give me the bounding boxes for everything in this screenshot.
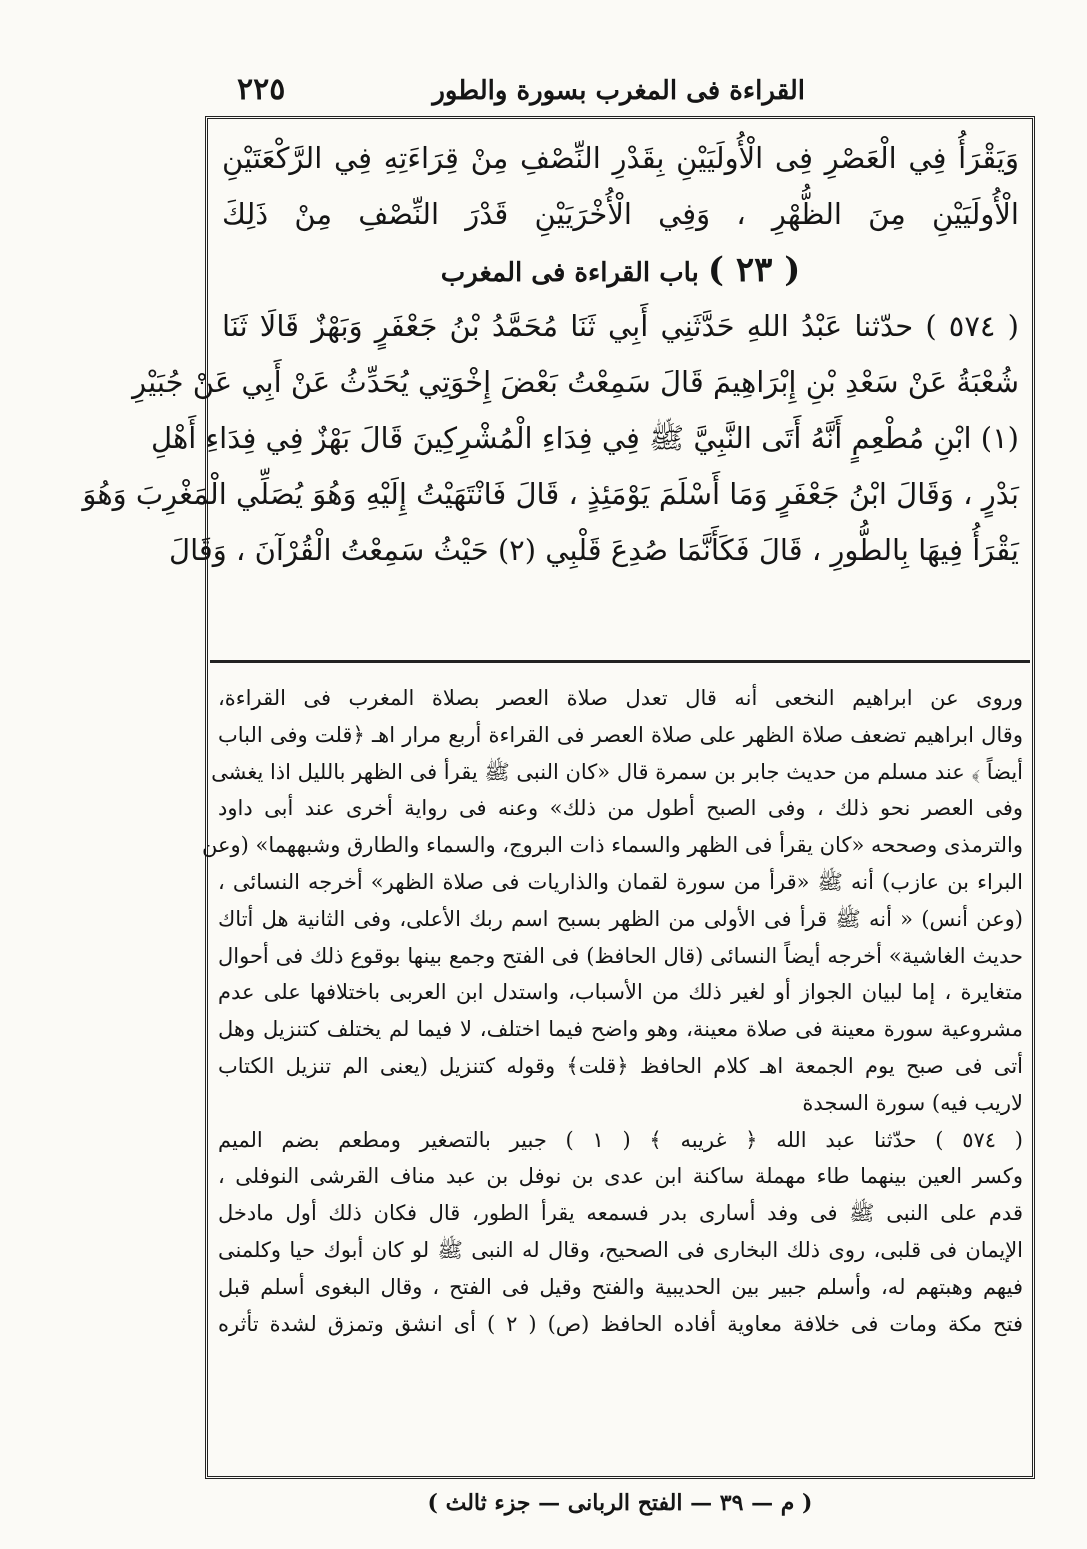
commentary-line: فيهم وهبتهم له، وأسلم جبير بين الحديبية والفتح وقيل فى الفتح ، وقال البغوى أسلم قبل: [218, 1274, 1023, 1299]
hadith-text: [82, 130, 1019, 656]
chapter-title: باب القراءة فى المغرب: [440, 258, 699, 288]
commentary-line: وكسر العين بينهما طاء مهملة ساكنة ابن عدى بن نوفل بن عبد مناف القرشى النوفلى ،: [218, 1164, 1023, 1189]
hadith-line: يَقْرَأُ فِيهَا بِالطُّورِ ، قَالَ فَكَأَنَّمَا صُدِعَ قَلْبِي (٢) حَيْثُ سَمِعْتُ الْقُرْآنَ ، وَقَالَ: [169, 533, 1019, 567]
page-footer: ( م — ٣٩ — الفتح الربانى — جزء ثالث ): [427, 1490, 813, 1516]
commentary-line: متغايرة ، إما لبيان الجواز أو لغير ذلك من الأسباب، واستدل ابن العربى باختلافها على عدم: [218, 980, 1023, 1005]
commentary-line: أيضاً ﴾ عند مسلم من حديث جابر بن سمرة قال «كان النبى ﷺ يقرأ فى الظهر بالليل اذا يغشى: [211, 759, 1023, 784]
hadith-line: بَدْرٍ ، وَقَالَ ابْنُ جَعْفَرٍ وَمَا أَسْلَمَ يَوْمَئِذٍ ، قَالَ فَانْتَهَيْتُ إِلَيْهِ وَهُوَ يُصَلِّي الْمَغْرِبَ وَهُوَ: [82, 477, 1019, 511]
chapter-number: ( ٢٣ ): [707, 250, 801, 290]
commentary-line: وفى العصر نحو ذلك ، وفى الصبح أطول من ذلك» وعنه فى رواية أخرى عند أبى داود: [218, 796, 1023, 821]
commentary-line: لاريب فيه) سورة السجدة: [802, 1090, 1023, 1115]
commentary-line: ( ٥٧٤ ) حدّثنا عبد الله ﴿ غريبه ﴾ ( ١ ) جبير بالتصغير ومطعم بضم الميم: [218, 1127, 1023, 1152]
commentary-line: وروى عن ابراهيم النخعى أنه قال تعدل صلاة العصر بصلاة المغرب فى القراءة،: [218, 686, 1023, 710]
commentary-line: البراء بن عازب) أنه ﷺ «قرأ من سورة لقمان والذاريات فى صلاة الظهر» أخرجه النسائى ،: [218, 869, 1023, 894]
commentary-line: الإيمان فى قلبى، روى ذلك البخارى فى الصحيح، وقال له النبى ﷺ لو كان أبوك حيا وكلمنى: [218, 1237, 1023, 1262]
hadith-line: شُعْبَةُ عَنْ سَعْدِ بْنِ إِبْرَاهِيمَ قَالَ سَمِعْتُ بَعْضَ إِخْوَتِي يُحَدِّثُ عَنْ أَبِي عَنْ جُبَيْرِ: [132, 365, 1019, 399]
hadith-line: (١) ابْنِ مُطْعِمٍ أَنَّهُ أَتَى النَّبِيَّ ﷺ فِي فِدَاءِ الْمُشْرِكِينَ قَالَ بَهْزٌ فِي فِدَاءِ أَهْلِ: [151, 421, 1019, 455]
commentary-line: (وعن أنس) « أنه ﷺ قرأ فى الأولى من الظهر بسبح اسم ربك الأعلى، وفى الثانية هل أتاك: [218, 906, 1023, 931]
commentary-line: وقال ابراهيم تضعف صلاة الظهر على صلاة العصر فى القراءة أربع مرار اهـ ﴿قلت وفى الباب: [218, 722, 1023, 747]
section-divider: [210, 660, 1030, 663]
page-header: [215, 72, 1035, 118]
chapter-heading: [222, 242, 1019, 298]
running-title: القراءة فى المغرب بسورة والطور: [432, 76, 805, 106]
hadith-line: وَيَقْرَأُ فِي الْعَصْرِ فِى الْأُولَيَيْنِ بِقَدْرِ النِّصْفِ مِنْ قِرَاءَتِهِ فِي الرَّكْعَتَيْنِ: [222, 141, 1019, 175]
commentary-line: والترمذى وصححه «كان يقرأ فى الظهر والسماء ذات البروج، والسماء والطارق وشبههما» (وعن: [201, 833, 1023, 858]
commentary-line: مشروعية سورة معينة فى صلاة معينة، وهو واضح فيما اختلف، لا فيما لم يختلف كتنزيل وهل: [218, 1017, 1023, 1042]
commentary-line: قدم على النبى ﷺ فى وفد أسارى بدر فسمعه يقرأ الطور، قال فكان ذلك أول مادخل: [218, 1201, 1023, 1226]
commentary-line: أتى فى صبح يوم الجمعة اهـ كلام الحافظ ﴿قلت﴾ وقوله كتنزيل (يعنى الم تنزيل الكتاب: [218, 1053, 1023, 1078]
commentary-line: فتح مكة ومات فى خلافة معاوية أفاده الحافظ (ص) ( ٢ ) أى انشق وتمزق لشدة تأثره: [218, 1311, 1023, 1336]
hadith-line: الْأُولَيَيْنِ مِنَ الظُّهْرِ ، وَفِي الْأُخْرَيَيْنِ قَدْرَ النِّصْفِ مِنْ ذَلِكَ: [222, 197, 1019, 231]
commentary-text: [201, 680, 1023, 1470]
commentary-line: حديث الغاشية» أخرجه أيضاً النسائى (قال الحافظ) فى الفتح وجمع بينها بوقوع ذلك فى أحوال: [218, 943, 1023, 968]
page-number: ٢٢٥: [237, 72, 286, 107]
hadith-line: ( ٥٧٤ ) حدّثنا عَبْدُ اللهِ حَدَّثَنِي أَبِي ثَنَا مُحَمَّدُ بْنُ جَعْفَرٍ وَبَهْزٌ قَالَا ثَنَا: [222, 309, 1019, 343]
